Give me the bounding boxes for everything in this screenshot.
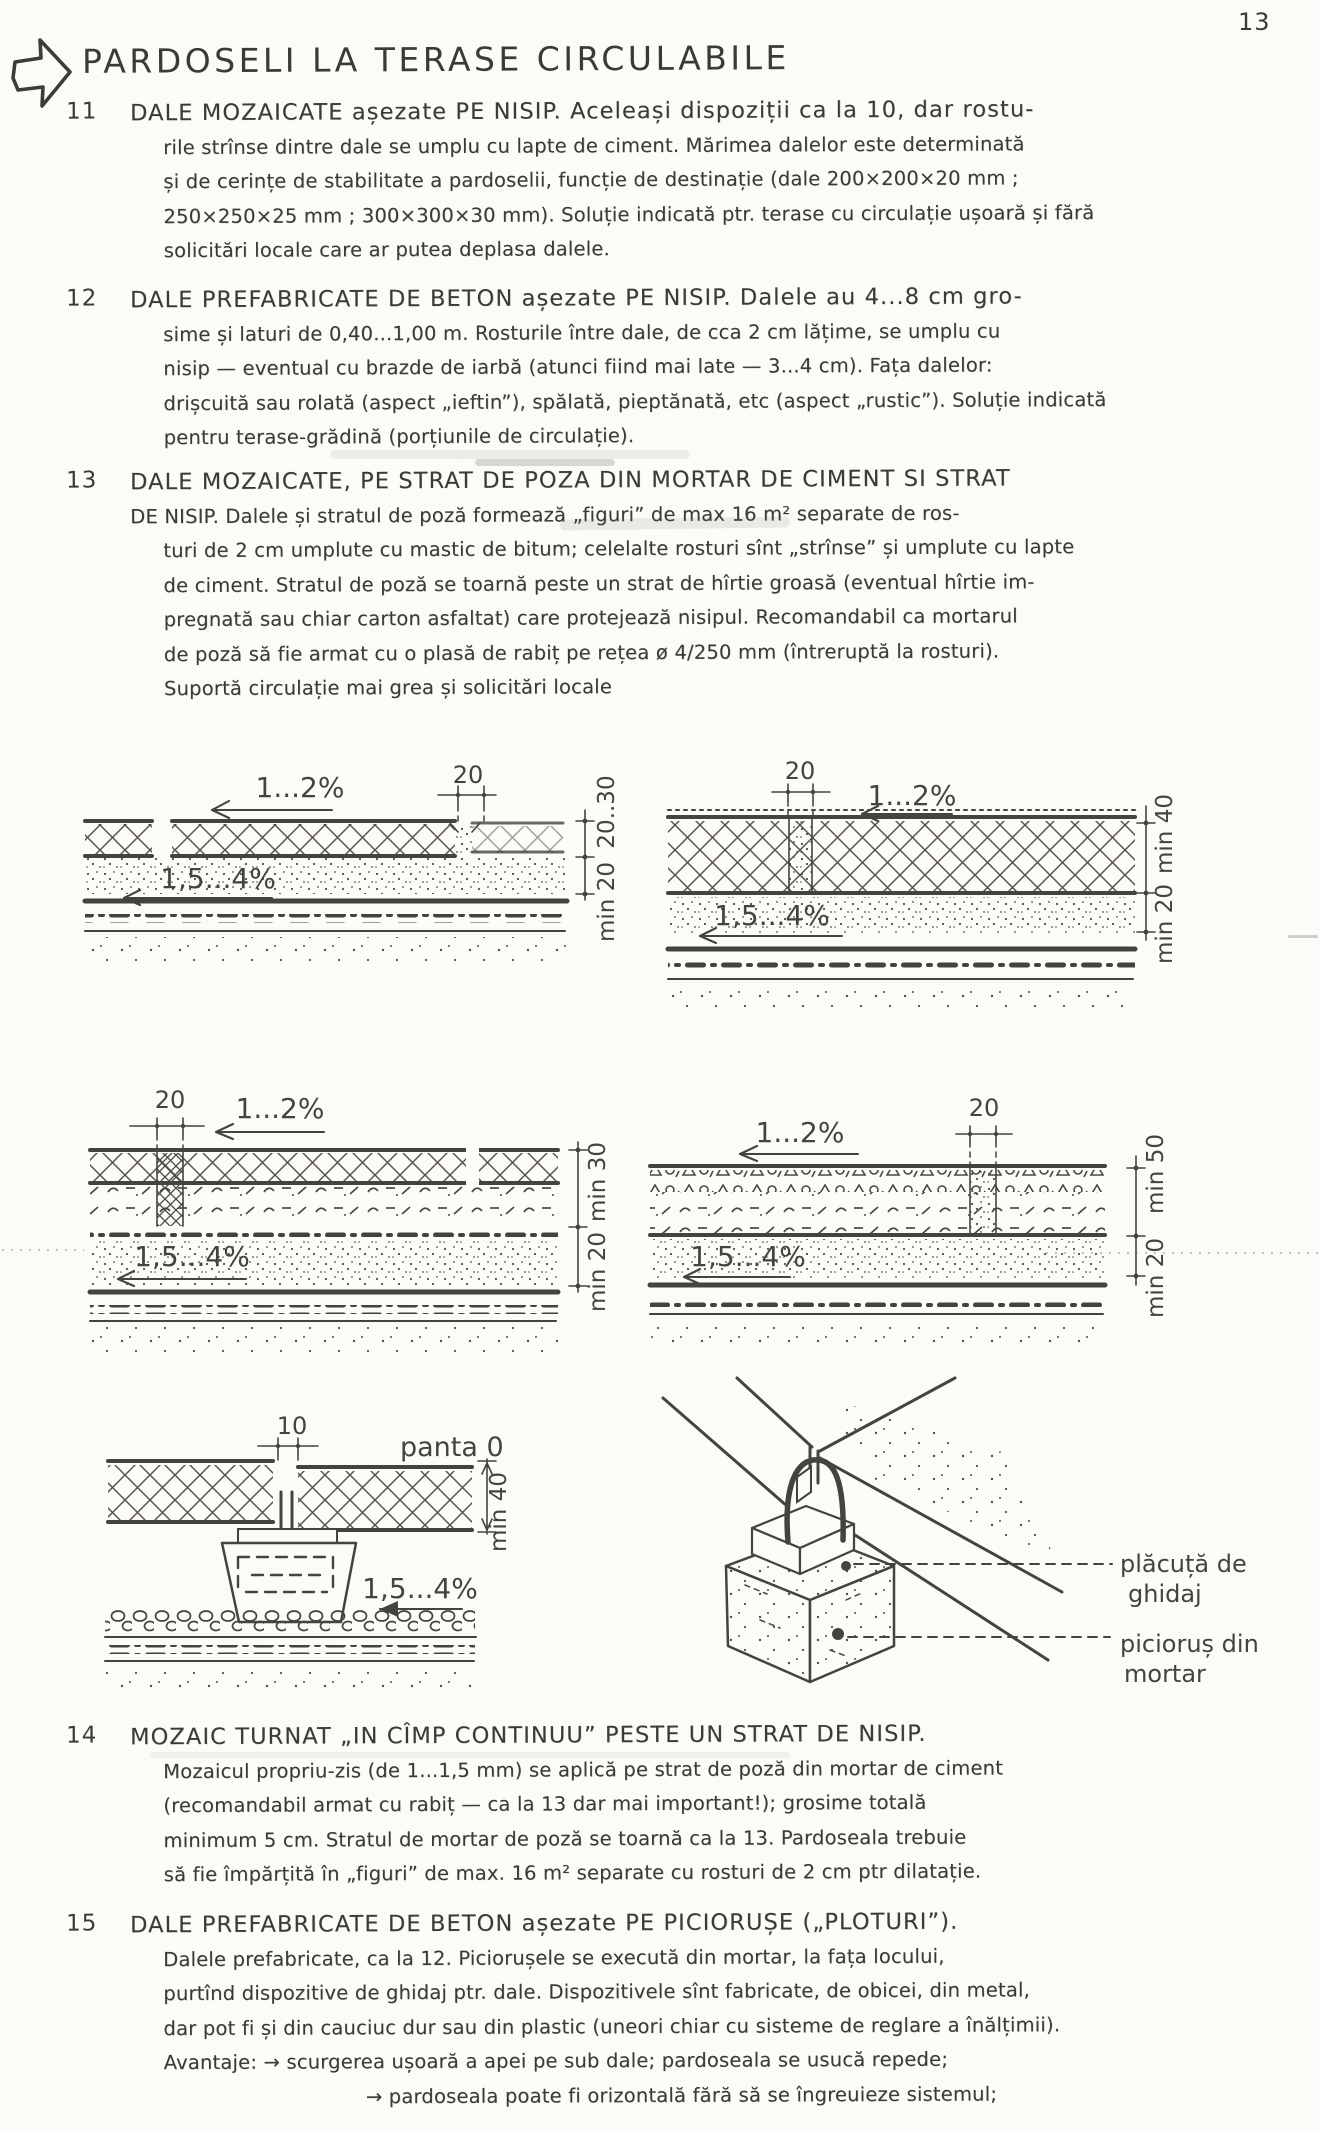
slope-label: 1...2% bbox=[755, 1116, 845, 1149]
text-line: (recomandabil armat cu rabiț — ca la 13 dar mai important!); grosime totală bbox=[163, 1790, 927, 1818]
support-layer bbox=[85, 937, 570, 965]
scan-smudge bbox=[150, 1752, 790, 1758]
section-15 bbox=[0, 1903, 1320, 2108]
joint-dimension: 20 bbox=[452, 761, 484, 789]
text-line: Suportă circulație mai grea și solicitări locale bbox=[163, 675, 613, 701]
text-line: de poză să fie armat cu o plasă de rabiț pe rețea ø 4/250 mm (întreruptă la rosturi). bbox=[163, 639, 1000, 666]
text-line: dar pot fi și din cauciuc dur sau din plastic (uneori chiar cu sisteme de reglare a înălțimii). bbox=[163, 2012, 1061, 2040]
text-line: Mozaicul propriu-zis (de 1...1,5 mm) se aplică pe strat de poză din mortar de ciment bbox=[163, 1756, 1004, 1783]
joint-fill bbox=[789, 821, 812, 891]
support-layer bbox=[105, 1667, 475, 1691]
text-line: nisip — eventual cu brazde de iarbă (atunci fiind mai late — 3...4 cm). Fața dalelor: bbox=[163, 353, 993, 381]
vertical-dimension: min 20 bbox=[594, 862, 620, 942]
diagram-2-dale-beton-pe-nisip bbox=[668, 757, 1178, 1013]
callout-label: plăcuță de bbox=[1120, 1550, 1247, 1578]
scan-smudge bbox=[475, 459, 615, 466]
text-line: MOZAIC TURNAT „IN CÎMP CONTINUU” PESTE UN STRAT DE NISIP. bbox=[130, 1720, 927, 1751]
text-line: DE NISIP. Dalele și stratul de poză formează „figuri” de max 16 m² separate de ros- bbox=[130, 501, 960, 528]
diagram-5-dale-pe-ploturi bbox=[105, 1412, 512, 1691]
text-line: purtînd dispozitive de ghidaj ptr. dale. Dispozitivele sînt fabricate, de obicei, din metal, bbox=[163, 1978, 1031, 2006]
text-line: DALE PREFABRICATE DE BETON așezate PE NISIP. Dalele au 4...8 cm gro- bbox=[130, 283, 1023, 314]
text-line: drișcuită sau rolată (aspect „ieftin”), spălată, pieptănată, etc (aspect „rustic”). Soluție indicată bbox=[163, 387, 1107, 415]
vertical-dimension: min 20 bbox=[585, 1232, 611, 1312]
tile-layer bbox=[172, 824, 455, 855]
membrane-layer bbox=[90, 1305, 558, 1314]
membrane-layer bbox=[105, 1645, 475, 1654]
paper-layer bbox=[90, 1228, 558, 1237]
slope-label: 1...2% bbox=[255, 771, 345, 804]
diagram-6-picior-mortar-izometrie bbox=[663, 1378, 1259, 1688]
diagram-1-dale-mozaicate-pe-nisip bbox=[85, 761, 620, 965]
scan-smudge bbox=[1288, 935, 1318, 938]
construction-diagrams bbox=[0, 730, 1320, 1730]
joint-dimension: 20 bbox=[154, 1086, 186, 1114]
tile-layer bbox=[108, 1465, 273, 1520]
slope-label: 1,5...4% bbox=[160, 862, 276, 895]
text-line: minimum 5 cm. Stratul de mortar de poză se toarnă ca la 13. Pardoseala trebuie bbox=[163, 1825, 967, 1852]
section-number: 15 bbox=[66, 1910, 98, 1937]
vertical-dimension: min 20 bbox=[1152, 884, 1178, 964]
text-line: să fie împărțită în „figuri” de max. 16 m² separate cu rosturi de 2 cm ptr dilatație. bbox=[163, 1859, 982, 1887]
support-layer bbox=[90, 1327, 558, 1357]
membrane-layer bbox=[668, 962, 1135, 971]
guide-pins bbox=[281, 1492, 292, 1532]
slope-label: 1...2% bbox=[235, 1092, 325, 1125]
text-line: → pardoseala poate fi orizontală fără să se îngreuieze sistemul; bbox=[365, 2082, 998, 2108]
tile-layer bbox=[668, 821, 1135, 891]
joint-fill bbox=[456, 824, 472, 854]
joint-fill bbox=[970, 1170, 996, 1233]
joint-dimension: 20 bbox=[968, 1094, 1000, 1122]
support-layer bbox=[668, 985, 1135, 1013]
membrane-layer bbox=[650, 1298, 1105, 1307]
page-title: PARDOSELI LA TERASE CIRCULABILE bbox=[81, 38, 790, 81]
section-11 bbox=[0, 91, 1320, 263]
page-number: 13 bbox=[1238, 8, 1271, 36]
text-line: pregnată sau chiar carton asfaltat) care protejează nisipul. Recomandabil ca mortarul bbox=[163, 604, 1018, 632]
section-number: 14 bbox=[66, 1722, 98, 1749]
gravel-layer bbox=[105, 1608, 475, 1634]
vertical-dimension: min 20 bbox=[1143, 1238, 1169, 1318]
slope-label: 1,5...4% bbox=[714, 899, 830, 932]
callout-label: mortar bbox=[1124, 1660, 1206, 1688]
membrane-layer bbox=[85, 914, 565, 923]
section-12 bbox=[0, 278, 1320, 450]
callout-label: picioruș din bbox=[1120, 1630, 1259, 1658]
text-line: și de cerințe de stabilitate a pardoselii, funcție de destinație (dale 200×200×20 mm ; bbox=[163, 166, 1019, 194]
sand-layer bbox=[85, 858, 565, 894]
text-line: DALE MOZAICATE, PE STRAT DE POZA DIN MORTAR DE CIMENT SI STRAT bbox=[130, 465, 1011, 496]
text-line: pentru terase-grădină (porțiunile de circulație). bbox=[163, 424, 635, 450]
pedestal-plate bbox=[238, 1529, 337, 1543]
slope-label: 1...2% bbox=[867, 779, 957, 812]
text-line: Dalele prefabricate, ca la 12. Piciorușele se execută din mortar, la fața locului, bbox=[163, 1944, 945, 1971]
section-number: 12 bbox=[66, 285, 98, 312]
slope-zero-label: panta 0 bbox=[400, 1432, 504, 1463]
text-line: solicitări locale care ar putea deplasa dalele. bbox=[163, 237, 610, 263]
slope-label: 1,5...4% bbox=[362, 1572, 478, 1605]
support-layer bbox=[650, 1320, 1105, 1350]
scan-smudge bbox=[330, 450, 690, 459]
slope-label: 1,5...4% bbox=[134, 1240, 250, 1273]
section-13 bbox=[0, 460, 1320, 701]
vertical-dimension: min 40 bbox=[1152, 794, 1178, 874]
tile-layer bbox=[85, 824, 152, 855]
vertical-dimension: min 50 bbox=[1143, 1134, 1169, 1214]
vertical-dimension: 20..30 bbox=[594, 775, 620, 849]
joint-fill bbox=[157, 1153, 183, 1226]
tile-layer bbox=[298, 1471, 472, 1528]
text-line: DALE MOZAICATE așezate PE NISIP. Aceleași dispoziții ca la 10, dar rostu- bbox=[130, 96, 1035, 127]
mortar-layer bbox=[650, 1192, 1105, 1233]
callout-label: ghidaj bbox=[1128, 1580, 1202, 1608]
text-line: sime și laturi de 0,40...1,00 m. Rosturile între dale, de cca 2 cm lățime, se umplu cu bbox=[163, 319, 1001, 346]
tile-layer bbox=[472, 826, 563, 853]
vertical-dimension: min 40 bbox=[486, 1472, 512, 1552]
vertical-dimension: min 30 bbox=[585, 1142, 611, 1222]
joint-gap bbox=[466, 1147, 479, 1187]
text-line: rile strînse dintre dale se umplu cu lapte de ciment. Mărimea dalelor este determinată bbox=[163, 131, 1025, 159]
joint-dimension: 10 bbox=[276, 1412, 308, 1440]
diagram-3-dale-pe-strat-poza bbox=[90, 1086, 611, 1357]
text-line: de ciment. Stratul de poză se toarnă peste un strat de hîrtie groasă (eventual hîrtie im- bbox=[163, 569, 1035, 597]
section-number: 13 bbox=[66, 467, 98, 494]
text-line: 250×250×25 mm ; 300×300×30 mm). Soluție indicată ptr. terase cu circulație ușoară și fără bbox=[163, 200, 1095, 228]
text-line: turi de 2 cm umplute cu mastic de bitum; celelalte rosturi sînt „strînse” și umplute cu lapte bbox=[163, 535, 1075, 563]
text-line: Avantaje: → scurgerea ușoară a apei pe sub dale; pardoseala se usucă repede; bbox=[163, 2047, 949, 2075]
joint-dimension: 20 bbox=[784, 757, 816, 785]
mosaic-layer bbox=[650, 1170, 1105, 1192]
text-line: DALE PREFABRICATE DE BETON așezate PE PICIORUȘE („PLOTURI”). bbox=[130, 1908, 959, 1939]
slope-label: 1,5...4% bbox=[690, 1240, 806, 1273]
section-number: 11 bbox=[66, 98, 98, 125]
